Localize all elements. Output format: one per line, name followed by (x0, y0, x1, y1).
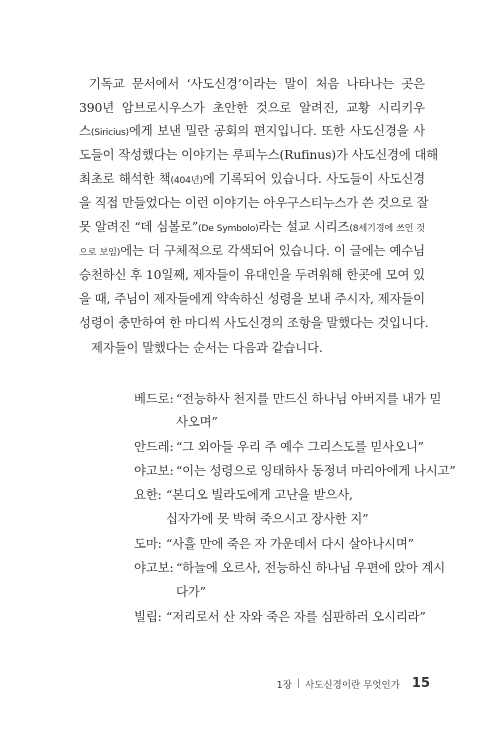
body-line-8-post: 에는 더 구체적으로 각색되어 있습니다. 이 글에는 예수님 (120, 243, 425, 258)
body-line-4: 도들이 작성했다는 이야기는 루피누스(Rufinus)가 사도신경에 대해 (79, 147, 439, 162)
creed-speaker-andrew: 안드레: (134, 439, 174, 454)
body-line-3-post: 에게 보낸 밀란 공회의 편지입니다. 또한 사도신경을 사 (128, 123, 425, 138)
creed-line-john-1: “본디오 빌라도에게 고난을 받으사, (166, 487, 353, 502)
body-line-7 (79, 219, 425, 237)
body-line-3-pre: 스 (79, 123, 91, 138)
body-line-10: 을 때, 주님이 제자들에게 약속하신 성령을 보내 주시자, 제자들이 (79, 291, 425, 306)
body-line-5-post: 에 기록되어 있습니다. 사도들이 사도신경 (202, 171, 425, 186)
body-line-11: 성령이 충만하여 한 마디씩 사도신경의 조항을 말했다는 것입니다. (79, 315, 429, 330)
body-line-5-pre: 최초로 해석한 책 (79, 171, 171, 186)
page-number: 15 (411, 676, 430, 691)
page-footer (277, 676, 430, 691)
creed-line-peter-2: 사오며” (176, 414, 218, 429)
body-line-6: 을 직접 만들었다는 이런 이야기는 아우구스티누스가 쓴 것으로 잘 (79, 195, 429, 210)
creed-speaker-thomas: 도마: (134, 536, 162, 551)
creed-line-thomas-1: “사흘 만에 죽은 자 가운데서 다시 살아나시며” (166, 536, 414, 551)
body-line-2: 390년 암브로시우스가 초안한 것으로 알려진, 교황 시리키우 (79, 100, 425, 115)
body-line-7-latin: (De Symbolo) (198, 223, 259, 234)
creed-line-philip-1: “저리로서 산 자와 죽은 자를 심판하러 오시리라” (166, 609, 426, 624)
body-line-5-year: (404년) (170, 175, 203, 186)
creed-line-andrew-1: “그 외아들 우리 주 예수 그리스도를 믿사오니” (176, 439, 424, 454)
creed-line-james2-1: “하늘에 오르사, 전능하신 하나님 우편에 앉아 계시 (176, 560, 446, 575)
creed-line-peter-1: “전능하사 천지를 만드신 하나님 아버지를 내가 믿 (176, 391, 442, 406)
footer-chapter: 1장 (276, 679, 292, 691)
body-line-8 (79, 243, 425, 261)
creed-speaker-john: 요한: (134, 487, 162, 502)
creed-speaker-peter: 베드로: (134, 391, 174, 406)
creed-speaker-james-2: 야고보: (134, 560, 174, 575)
body-line-7-post: 라는 설교 시리즈 (258, 219, 350, 234)
body-line-8-note: 으로 보임) (79, 247, 121, 258)
lead-sentence: 제자들이 말했다는 순서는 다음과 같습니다. (91, 340, 323, 355)
creed-speaker-james: 야고보: (134, 463, 174, 478)
body-line-9: 승천하신 후 10일째, 제자들이 유대인을 두려워해 한곳에 모여 있 (79, 267, 425, 282)
body-line-3 (79, 123, 425, 141)
body-line-7-note: (8세기경에 쓰인 것 (349, 223, 425, 234)
creed-line-james-1: “이는 성령으로 잉태하사 동정녀 마리아에게 나시고” (176, 463, 456, 478)
body-line-5 (79, 171, 425, 189)
creed-line-john-2: 십자가에 못 박혀 죽으시고 장사한 지” (166, 511, 369, 526)
body-line-3-latin: (Siricius) (90, 127, 129, 138)
body-line-1: 기독교 문서에서 ‘사도신경’이라는 말이 처음 나타나는 곳은 (89, 76, 425, 91)
creed-speaker-philip: 빌립: (134, 609, 162, 624)
footer-separator: | (296, 678, 301, 689)
footer-running-head: 사도신경이란 무엇인가 (305, 679, 400, 691)
body-line-7-pre: 못 알려진 “데 심볼로” (79, 219, 199, 234)
creed-line-james2-2: 다가” (176, 584, 206, 599)
